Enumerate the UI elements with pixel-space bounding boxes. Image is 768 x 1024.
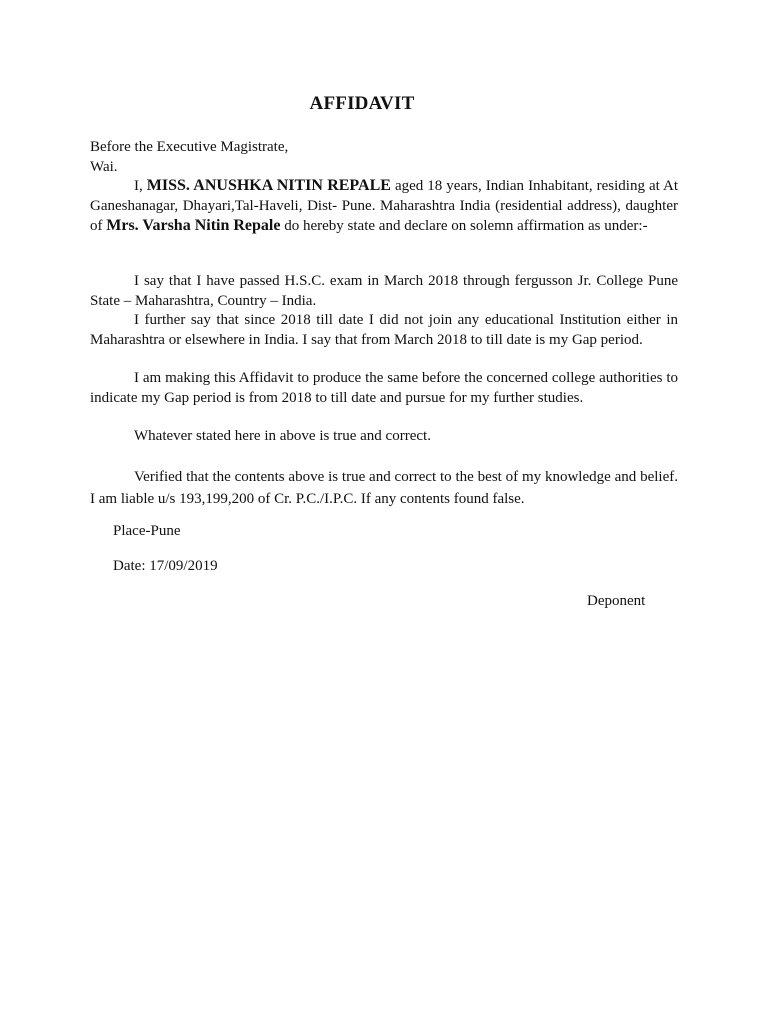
verification-paragraph: Verified that the contents above is true and correct to the best of my knowledge and belief. I am liable u/s 193,199,200 of Cr. P.C./I.P.C. If any contents found false.: [90, 469, 678, 507]
statement-paragraph-4: Whatever stated here in above is true and correct.: [134, 428, 431, 444]
intro-prefix: I,: [134, 178, 147, 194]
statement-paragraph-3: I am making this Affidavit to produce the same before the concerned college authorities to indicate my Gap period is from 2018 to till date and pursue for my further studies.: [90, 370, 678, 406]
place-line: Place-Pune: [113, 523, 181, 539]
date-line: Date: 17/09/2019: [113, 558, 218, 574]
intro-paragraph: [90, 176, 678, 237]
addressee-block: [90, 138, 678, 177]
statement-paragraph-1: I say that I have passed H.S.C. exam in March 2018 through fergusson Jr. College Pune State – Maharashtra, Country – India.: [90, 273, 678, 309]
addressee-line-2: Wai.: [90, 158, 118, 175]
parent-name: Mrs. Varsha Nitin Repale: [106, 217, 281, 234]
deponent-signature-label: Deponent: [587, 593, 646, 609]
deponent-name: MISS. ANUSHKA NITIN REPALE: [146, 177, 391, 194]
statement-paragraph-2: I further say that since 2018 till date I did not join any educational Institution either in Maharashtra or elsewhere in India. I say that from March 2018 to till date is my Gap period.: [90, 312, 678, 348]
addressee-line-1: Before the Executive Magistrate,: [90, 139, 289, 155]
intro-suffix: do hereby state and declare on solemn affirmation as under:-: [280, 218, 648, 234]
document-title: AFFIDAVIT: [309, 93, 415, 114]
intro-middle: aged 18 years, Indian Inhabitant, residing at At Ganeshanagar, Dhayari,Tal-Haveli, Dist- Pune. Maharashtra India (residential address), daughter of: [90, 178, 679, 234]
